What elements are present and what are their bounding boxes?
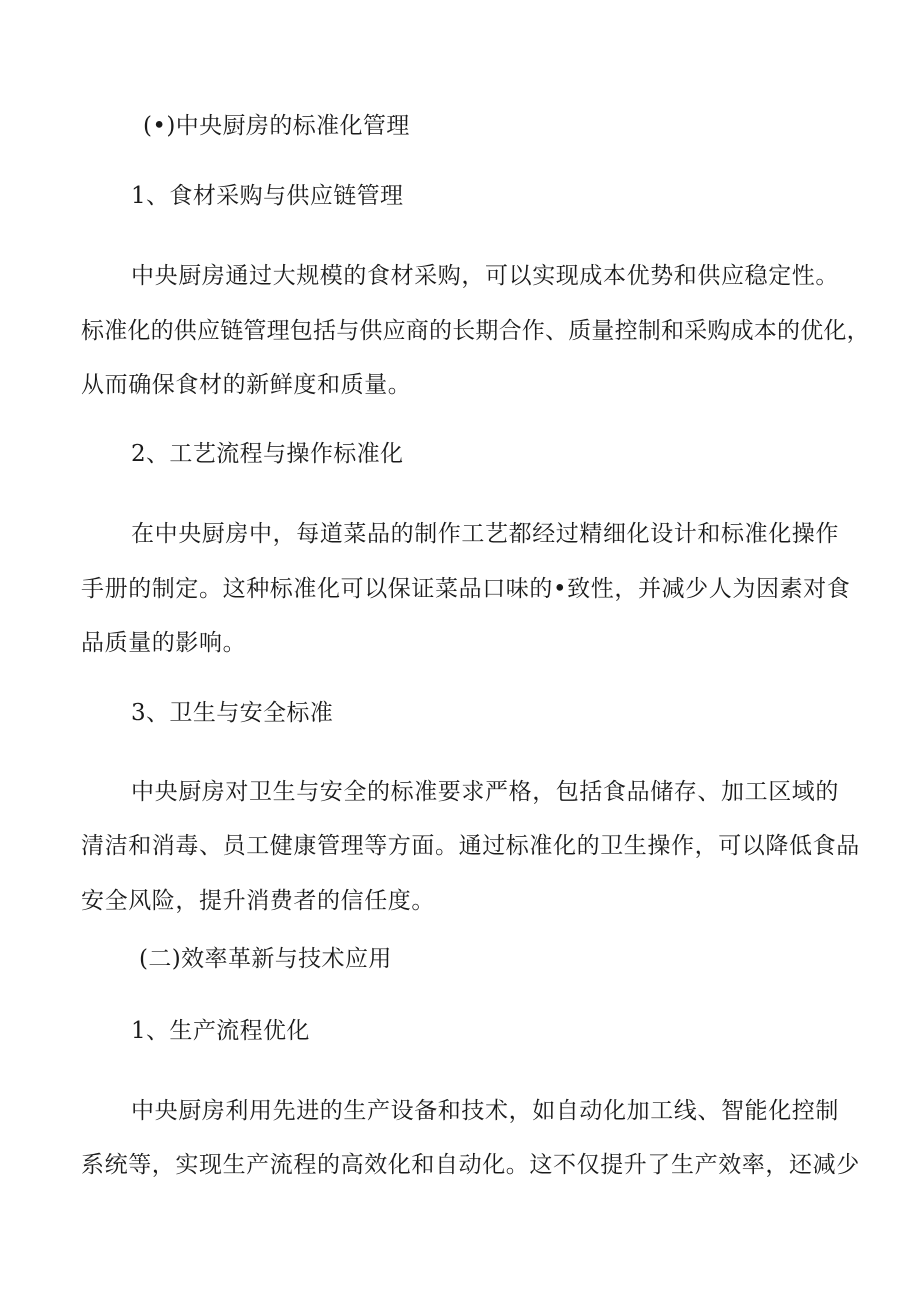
subsection-title: 2、工艺流程与操作标准化 <box>131 441 404 467</box>
paragraph-line: 手册的制定。这种标准化可以保证菜品口味的•致性，并减少人为因素对食 <box>81 576 851 602</box>
paragraph-line: 品质量的影响。 <box>81 630 247 656</box>
paragraph-line: 标准化的供应链管理包括与供应商的长期合作、质量控制和采购成本的优化， <box>81 318 870 344</box>
section-heading: (•)中央厨房的标准化管理 <box>143 113 410 139</box>
paragraph-line: 从而确保食材的新鲜度和质量。 <box>81 372 412 398</box>
paragraph-line: 中央厨房对卫生与安全的标准要求严格，包括食品储存、加工区域的 <box>131 779 839 805</box>
subsection-title: 1、食材采购与供应链管理 <box>131 183 404 209</box>
subsection-title: 1、生产流程优化 <box>131 1018 310 1044</box>
paragraph-line: 系统等，实现生产流程的高效化和自动化。这不仅提升了生产效率，还减少 <box>81 1152 860 1178</box>
paragraph-line: 清洁和消毒、员工健康管理等方面。通过标准化的卫生操作，可以降低食品 <box>81 833 860 859</box>
paragraph-line: 在中央厨房中，每道菜品的制作工艺都经过精细化设计和标准化操作 <box>131 521 839 547</box>
paragraph-line: 安全风险，提升消费者的信任度。 <box>81 888 435 914</box>
section-heading: (二)效率革新与技术应用 <box>139 946 392 972</box>
paragraph-line: 中央厨房通过大规模的食材采购，可以实现成本优势和供应稳定性。 <box>131 263 839 289</box>
subsection-title: 3、卫生与安全标准 <box>131 700 334 726</box>
paragraph-line: 中央厨房利用先进的生产设备和技术，如自动化加工线、智能化控制 <box>131 1098 839 1124</box>
